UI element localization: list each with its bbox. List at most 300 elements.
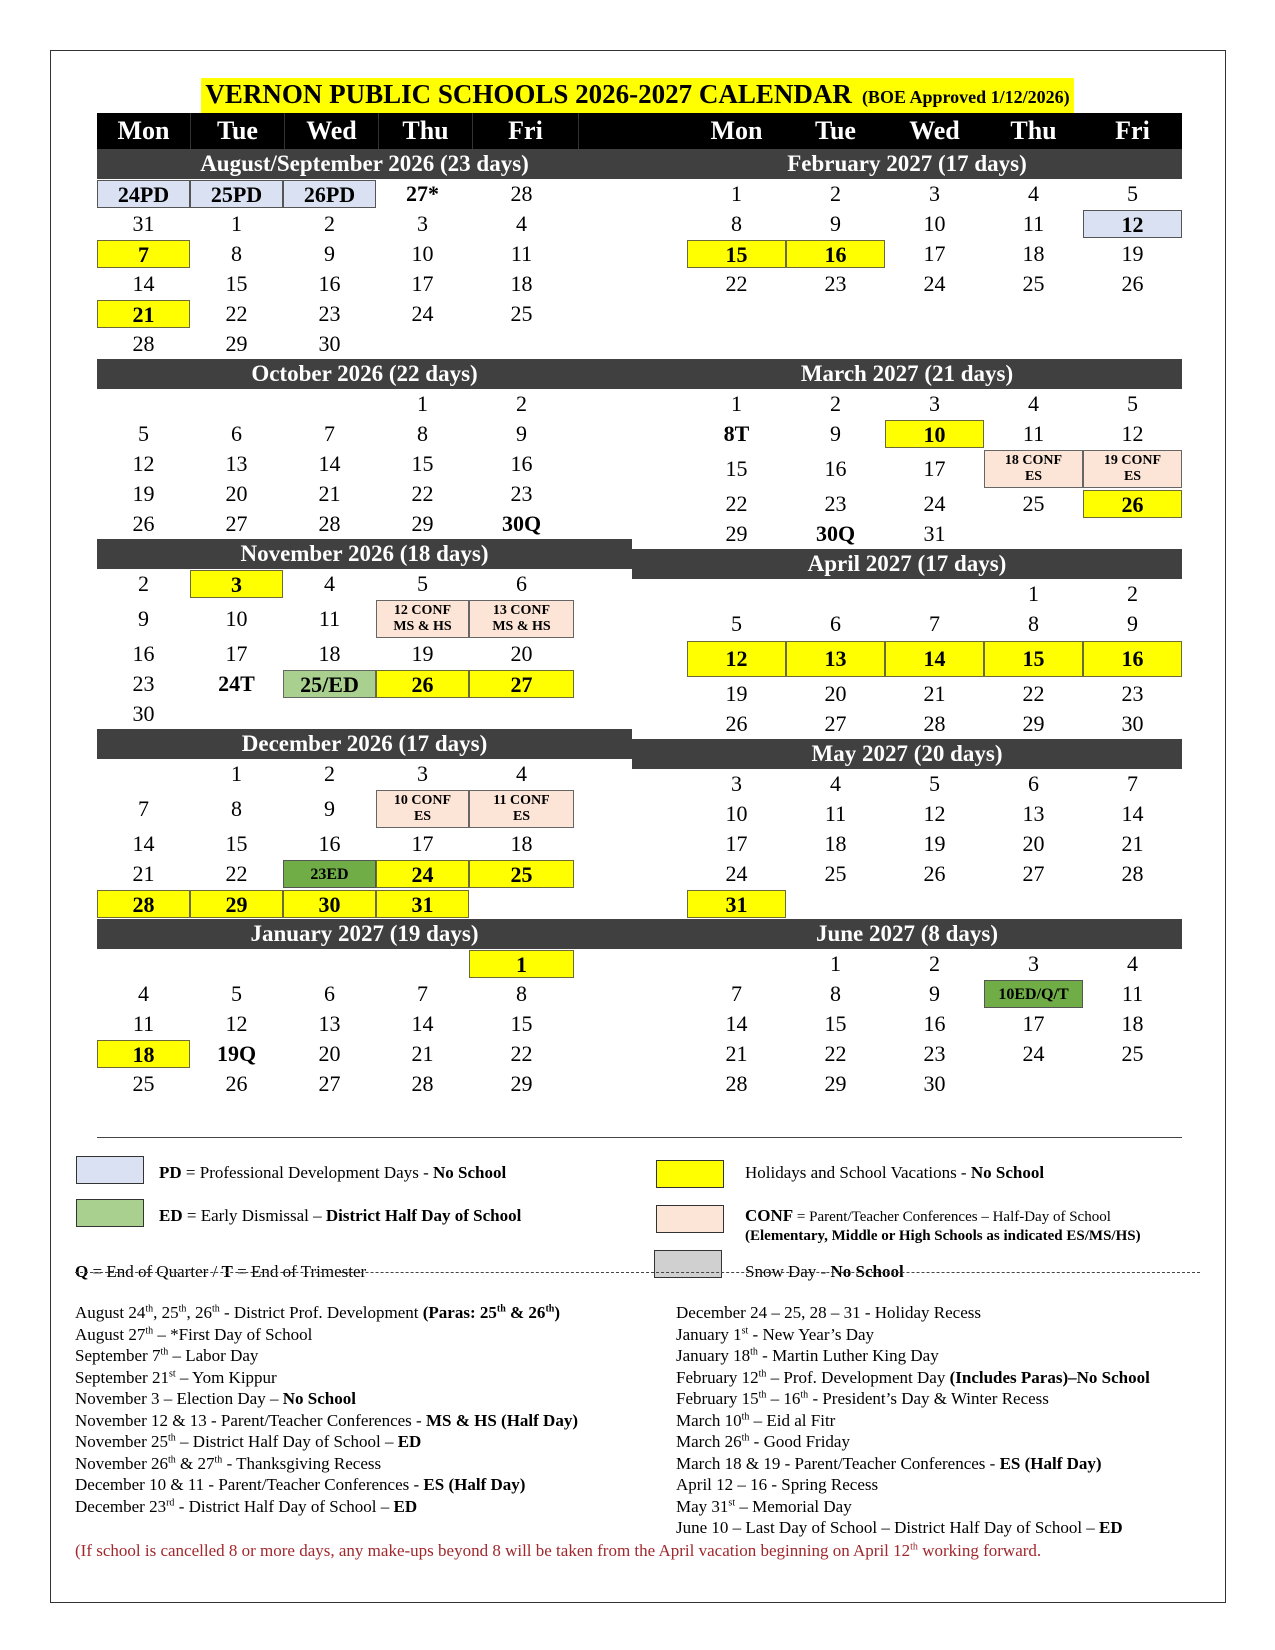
week-row: [632, 1009, 1182, 1039]
day-cell: [97, 390, 190, 418]
day-cell: 27*: [406, 181, 439, 206]
day-cell: 12: [132, 451, 155, 476]
day-cell: [376, 700, 469, 728]
day-cell: 5: [929, 771, 940, 796]
legend-swatch-conf: [656, 1205, 724, 1233]
note-line: December 23rd - District Half Day of School – ED: [75, 1496, 418, 1516]
day-cell: 3: [417, 761, 428, 786]
day-cell: 30: [923, 1071, 946, 1096]
legend-pd-text: = Professional Development Days -: [181, 1163, 433, 1182]
day-cell: [1083, 520, 1182, 548]
day-cell: 5: [231, 981, 242, 1006]
day-cell: 1: [231, 761, 242, 786]
weekday-header-row: [97, 113, 1182, 149]
day-cell: 29: [190, 890, 283, 918]
day-cell: 7: [97, 240, 190, 268]
day-cell: 30Q: [501, 511, 542, 536]
month-header: November 2026 (18 days): [97, 539, 632, 569]
day-cell: 27: [824, 711, 847, 736]
day-cell: 8: [417, 421, 428, 446]
day-cell: [190, 950, 283, 978]
day-cell: [687, 330, 786, 358]
day-cell: 29: [225, 331, 248, 356]
day-cell: 2: [830, 181, 841, 206]
day-cell: 30: [132, 701, 155, 726]
day-cell: 24: [411, 301, 434, 326]
week-row: [97, 329, 632, 359]
week-row: [97, 759, 632, 789]
week-row: [97, 949, 632, 979]
day-cell: 16: [923, 1011, 946, 1036]
day-cell: 23: [923, 1041, 946, 1066]
week-row: [97, 699, 632, 729]
day-cell: 24: [923, 271, 946, 296]
day-cell: [376, 330, 469, 358]
day-cell: 29: [510, 1071, 533, 1096]
day-cell: 4: [138, 981, 149, 1006]
day-cell: 11: [132, 1011, 155, 1036]
day-cell: 26: [725, 711, 748, 736]
day-cell: 30: [1121, 711, 1144, 736]
legend-conf: [745, 1206, 1111, 1226]
month-header: February 2027 (17 days): [632, 149, 1182, 179]
week-row: [97, 789, 632, 829]
week-row: [632, 949, 1182, 979]
day-cell: 1: [469, 950, 574, 978]
note-line: November 3 – Election Day – No School: [75, 1389, 356, 1408]
note-line: May 31st – Memorial Day: [676, 1496, 852, 1516]
note-line: December 24 – 25, 28 – 31 - Holiday Recess: [676, 1303, 981, 1322]
left-month-column: [97, 149, 632, 1099]
notes-left: [75, 1302, 578, 1517]
week-row: [97, 269, 632, 299]
day-cell: 1: [830, 951, 841, 976]
day-cell: 8: [830, 981, 841, 1006]
day-cell: 5: [138, 421, 149, 446]
day-cell: 9: [929, 981, 940, 1006]
day-cell: [97, 950, 190, 978]
note-line: November 12 & 13 - Parent/Teacher Conferences - MS & HS (Half Day): [75, 1410, 578, 1430]
right-month-column: [632, 149, 1182, 1099]
day-cell: 9: [516, 421, 527, 446]
day-cell: 12: [923, 801, 946, 826]
legend-snow-tail: No School: [830, 1262, 904, 1281]
day-cell: 27: [469, 670, 574, 698]
day-cell: 31: [687, 890, 786, 918]
day-cell: [190, 390, 283, 418]
day-cell: 4: [516, 211, 527, 236]
day-cell: 10: [923, 211, 946, 236]
day-cell: 23: [824, 491, 847, 516]
day-cell: 10: [411, 241, 434, 266]
day-cell: 4: [1127, 951, 1138, 976]
legend-ed: [159, 1206, 521, 1226]
day-cell: 26: [225, 1071, 248, 1096]
day-cell: 14: [725, 1011, 748, 1036]
note-line: February 15th – 16th - President’s Day & Winter Recess: [676, 1389, 1049, 1408]
day-cell: 29: [725, 521, 748, 546]
day-cell: 19Q: [216, 1041, 257, 1066]
day-cell: 20: [318, 1041, 341, 1066]
day-cell: 17: [411, 831, 434, 856]
day-cell: 21: [318, 481, 341, 506]
week-row: [97, 239, 632, 269]
note-line: December 10 & 11 - Parent/Teacher Conferences - ES (Half Day): [75, 1475, 526, 1494]
day-cell: 23ED: [283, 860, 376, 888]
day-cell: 2: [929, 951, 940, 976]
day-cell: 22: [225, 301, 248, 326]
day-cell: 16: [824, 456, 847, 481]
day-cell: 1: [231, 211, 242, 236]
day-cell: 10: [885, 420, 984, 448]
calendar-grid: [97, 113, 1182, 1099]
day-cell: 14: [411, 1011, 434, 1036]
month-header: June 2027 (8 days): [632, 919, 1182, 949]
day-cell: 25PD: [190, 180, 283, 208]
day-cell: 24: [376, 860, 469, 888]
day-cell: 4: [1028, 391, 1039, 416]
day-cell: 12: [1083, 210, 1182, 238]
week-row: [97, 829, 632, 859]
day-cell: 18: [510, 271, 533, 296]
day-cell: 19: [1121, 241, 1144, 266]
note-line: March 26th - Good Friday: [676, 1432, 850, 1451]
month-header: January 2027 (19 days): [97, 919, 632, 949]
day-cell: 10ED/Q/T: [984, 980, 1083, 1008]
day-cell: 14: [1121, 801, 1144, 826]
day-cell: 27: [318, 1071, 341, 1096]
week-row: [97, 1039, 632, 1069]
week-row: [632, 609, 1182, 639]
weekday-mon: Mon: [710, 116, 763, 145]
day-cell: 31: [923, 521, 946, 546]
day-cell: 28: [725, 1071, 748, 1096]
day-cell: 3: [929, 181, 940, 206]
day-cell: 12 CONF MS & HS: [376, 600, 469, 638]
day-cell: 13: [786, 641, 885, 677]
day-cell: 16: [510, 451, 533, 476]
week-row: [632, 679, 1182, 709]
day-cell: 24: [725, 861, 748, 886]
day-cell: [885, 580, 984, 608]
day-cell: 1: [417, 391, 428, 416]
day-cell: 8: [231, 241, 242, 266]
week-row: [632, 1039, 1182, 1069]
legend-pd: [159, 1163, 506, 1183]
day-cell: 2: [830, 391, 841, 416]
day-cell: 15: [824, 1011, 847, 1036]
note-line: March 10th – Eid al Fitr: [676, 1410, 836, 1430]
day-cell: [687, 580, 786, 608]
weekday-mon: Mon: [97, 113, 191, 149]
day-cell: 13: [1022, 801, 1045, 826]
day-cell: 15: [984, 641, 1083, 677]
day-cell: 17: [225, 641, 248, 666]
week-row: [632, 769, 1182, 799]
day-cell: [885, 330, 984, 358]
week-row: [97, 639, 632, 669]
weekday-wed: Wed: [909, 116, 960, 145]
note-line: June 10 – Last Day of School – District Half Day of School – ED: [676, 1518, 1123, 1537]
day-cell: 9: [1127, 611, 1138, 636]
day-cell: [984, 890, 1083, 918]
day-cell: 10 CONF ES: [376, 790, 469, 828]
day-cell: 26: [923, 861, 946, 886]
day-cell: 29: [411, 511, 434, 536]
day-cell: 9: [324, 796, 335, 821]
day-cell: 15: [225, 271, 248, 296]
day-cell: 15: [687, 240, 786, 268]
note-line: February 12th – Prof. Development Day (Includes Paras)–No School: [676, 1367, 1150, 1387]
day-cell: 11: [1022, 211, 1045, 236]
day-cell: 2: [324, 761, 335, 786]
day-cell: 4: [324, 571, 335, 596]
day-cell: 21: [411, 1041, 434, 1066]
week-row: [632, 209, 1182, 239]
day-cell: [984, 520, 1083, 548]
day-cell: 9: [138, 606, 149, 631]
week-row: [97, 299, 632, 329]
title-main: VERNON PUBLIC SCHOOLS 2026-2027 CALENDAR: [205, 79, 852, 109]
day-cell: 22: [725, 491, 748, 516]
week-row: [632, 449, 1182, 489]
day-cell: 3: [417, 211, 428, 236]
legend-holiday: [745, 1163, 1044, 1183]
day-cell: 3: [190, 570, 283, 598]
day-cell: 15: [725, 456, 748, 481]
day-cell: 6: [324, 981, 335, 1006]
day-cell: [984, 330, 1083, 358]
day-cell: [1083, 300, 1182, 328]
note-line: August 27th – *First Day of School: [75, 1324, 313, 1344]
notes-right: [676, 1302, 1150, 1539]
day-cell: 24: [923, 491, 946, 516]
day-cell: 6: [1028, 771, 1039, 796]
day-cell: 28: [923, 711, 946, 736]
day-cell: [885, 300, 984, 328]
week-row: [97, 569, 632, 599]
month-header: October 2026 (22 days): [97, 359, 632, 389]
weekday-wed: Wed: [285, 113, 379, 149]
day-cell: 13: [225, 451, 248, 476]
day-cell: 23: [1121, 681, 1144, 706]
day-cell: 30: [283, 890, 376, 918]
day-cell: 7: [138, 796, 149, 821]
day-cell: 17: [1022, 1011, 1045, 1036]
day-cell: 10: [725, 801, 748, 826]
day-cell: 26: [132, 511, 155, 536]
calendar-title: [201, 78, 1073, 114]
day-cell: 3: [929, 391, 940, 416]
day-cell: 25: [1121, 1041, 1144, 1066]
week-row: [97, 599, 632, 639]
note-line: January 1st - New Year’s Day: [676, 1324, 875, 1344]
day-cell: 2: [324, 211, 335, 236]
day-cell: 3: [1028, 951, 1039, 976]
day-cell: [1083, 890, 1182, 918]
weekday-fri: Fri: [473, 113, 579, 149]
day-cell: 18: [1022, 241, 1045, 266]
day-cell: 18: [510, 831, 533, 856]
legend-ed-tail: District Half Day of School: [325, 1206, 522, 1225]
week-row: [97, 419, 632, 449]
approval-note: (BOE Approved 1/12/2026): [861, 87, 1070, 107]
day-cell: 8T: [723, 421, 750, 446]
month-header: March 2027 (21 days): [632, 359, 1182, 389]
day-cell: 7: [929, 611, 940, 636]
day-cell: 21: [132, 861, 155, 886]
day-cell: 21: [1121, 831, 1144, 856]
day-cell: 14: [132, 271, 155, 296]
day-cell: 28: [411, 1071, 434, 1096]
day-cell: 13: [318, 1011, 341, 1036]
day-cell: 22: [1022, 681, 1045, 706]
day-cell: 31: [376, 890, 469, 918]
week-row: [97, 1069, 632, 1099]
day-cell: 29: [1022, 711, 1045, 736]
day-cell: 19: [411, 641, 434, 666]
day-cell: [984, 1070, 1083, 1098]
week-row: [632, 859, 1182, 889]
day-cell: 23: [510, 481, 533, 506]
note-line: September 21st – Yom Kippur: [75, 1367, 277, 1387]
day-cell: 9: [324, 241, 335, 266]
day-cell: 28: [132, 331, 155, 356]
day-cell: 2: [1127, 581, 1138, 606]
legend-q-text: = End of Quarter /: [88, 1262, 222, 1281]
legend-ed-key: ED: [159, 1206, 183, 1225]
note-line: January 18th - Martin Luther King Day: [676, 1346, 939, 1365]
day-cell: 18: [824, 831, 847, 856]
day-cell: [786, 330, 885, 358]
day-cell: 28: [97, 890, 190, 918]
month-header: August/September 2026 (23 days): [97, 149, 632, 179]
legend-pd-tail: No School: [433, 1163, 507, 1182]
day-cell: 1: [1028, 581, 1039, 606]
week-row: [632, 489, 1182, 519]
day-cell: 10: [225, 606, 248, 631]
day-cell: 25: [1022, 491, 1045, 516]
day-cell: 6: [830, 611, 841, 636]
day-cell: 18: [1121, 1011, 1144, 1036]
day-cell: [984, 300, 1083, 328]
day-cell: 7: [731, 981, 742, 1006]
legend-snow-text: Snow Day -: [745, 1262, 831, 1281]
day-cell: 15: [510, 1011, 533, 1036]
day-cell: 21: [97, 300, 190, 328]
day-cell: 11 CONF ES: [469, 790, 574, 828]
week-row: [632, 889, 1182, 919]
makeup-note: (If school is cancelled 8 or more days, any make-ups beyond 8 will be taken from the April vacation beginning on April 12th working forward.: [75, 1541, 1042, 1560]
day-cell: 9: [830, 421, 841, 446]
day-cell: 20: [824, 681, 847, 706]
week-row: [97, 859, 632, 889]
day-cell: 16: [318, 831, 341, 856]
day-cell: [283, 950, 376, 978]
day-cell: 31: [132, 211, 155, 236]
day-cell: [687, 950, 786, 978]
day-cell: 26: [1083, 490, 1182, 518]
day-cell: [97, 760, 190, 788]
day-cell: 23: [132, 671, 155, 696]
months-area: [97, 149, 1182, 1099]
weekday-thu: Thu: [379, 113, 473, 149]
day-cell: 20: [1022, 831, 1045, 856]
day-cell: 25/ED: [283, 670, 376, 698]
note-line: March 18 & 19 - Parent/Teacher Conferences - ES (Half Day): [676, 1453, 1102, 1473]
day-cell: 5: [1127, 181, 1138, 206]
day-cell: 11: [318, 606, 341, 631]
week-row: [632, 829, 1182, 859]
day-cell: 19: [725, 681, 748, 706]
day-cell: [469, 330, 574, 358]
day-cell: [283, 700, 376, 728]
day-cell: 17: [923, 456, 946, 481]
day-cell: 5: [1127, 391, 1138, 416]
day-cell: 19: [132, 481, 155, 506]
day-cell: 11: [510, 241, 533, 266]
note-line: August 24th, 25th, 26th - District Prof. Development (Paras: 25th & 26th): [75, 1303, 561, 1322]
week-row: [632, 979, 1182, 1009]
legend-swatch-ed: [76, 1199, 144, 1227]
note-line: November 25th – District Half Day of School – ED: [75, 1432, 422, 1451]
day-cell: 15: [411, 451, 434, 476]
day-cell: 11: [824, 801, 847, 826]
weekday-header-left: [97, 113, 632, 149]
day-cell: 3: [731, 771, 742, 796]
day-cell: 6: [231, 421, 242, 446]
day-cell: 22: [225, 861, 248, 886]
day-cell: 26: [376, 670, 469, 698]
week-row: [97, 979, 632, 1009]
day-cell: [190, 700, 283, 728]
day-cell: 5: [731, 611, 742, 636]
weekday-tue: Tue: [815, 116, 856, 145]
week-row: [632, 179, 1182, 209]
week-row: [632, 269, 1182, 299]
day-cell: 16: [318, 271, 341, 296]
day-cell: 7: [1127, 771, 1138, 796]
day-cell: 23: [318, 301, 341, 326]
day-cell: 30Q: [815, 521, 856, 546]
day-cell: 19: [923, 831, 946, 856]
legend-swatch-snow: [654, 1250, 722, 1278]
week-row: [632, 299, 1182, 329]
dashed-divider: [75, 1272, 1200, 1273]
day-cell: 16: [786, 240, 885, 268]
note-line: April 12 – 16 - Spring Recess: [676, 1475, 879, 1494]
day-cell: 17: [725, 831, 748, 856]
day-cell: 1: [731, 181, 742, 206]
day-cell: 19 CONF ES: [1083, 450, 1182, 488]
day-cell: 7: [417, 981, 428, 1006]
week-row: [97, 209, 632, 239]
day-cell: 25: [469, 860, 574, 888]
week-row: [97, 889, 632, 919]
legend-q-key: Q: [75, 1262, 89, 1281]
legend-conf-line2: (Elementary, Middle or High Schools as indicated ES/MS/HS): [745, 1228, 1141, 1244]
legend-t-key: T: [221, 1262, 233, 1281]
day-cell: [786, 580, 885, 608]
weekday-fri: Fri: [1115, 116, 1150, 145]
day-cell: 28: [1121, 861, 1144, 886]
week-row: [632, 639, 1182, 679]
day-cell: 8: [516, 981, 527, 1006]
legend-swatch-holiday: [656, 1160, 724, 1188]
day-cell: 15: [225, 831, 248, 856]
week-row: [632, 519, 1182, 549]
day-cell: 17: [411, 271, 434, 296]
